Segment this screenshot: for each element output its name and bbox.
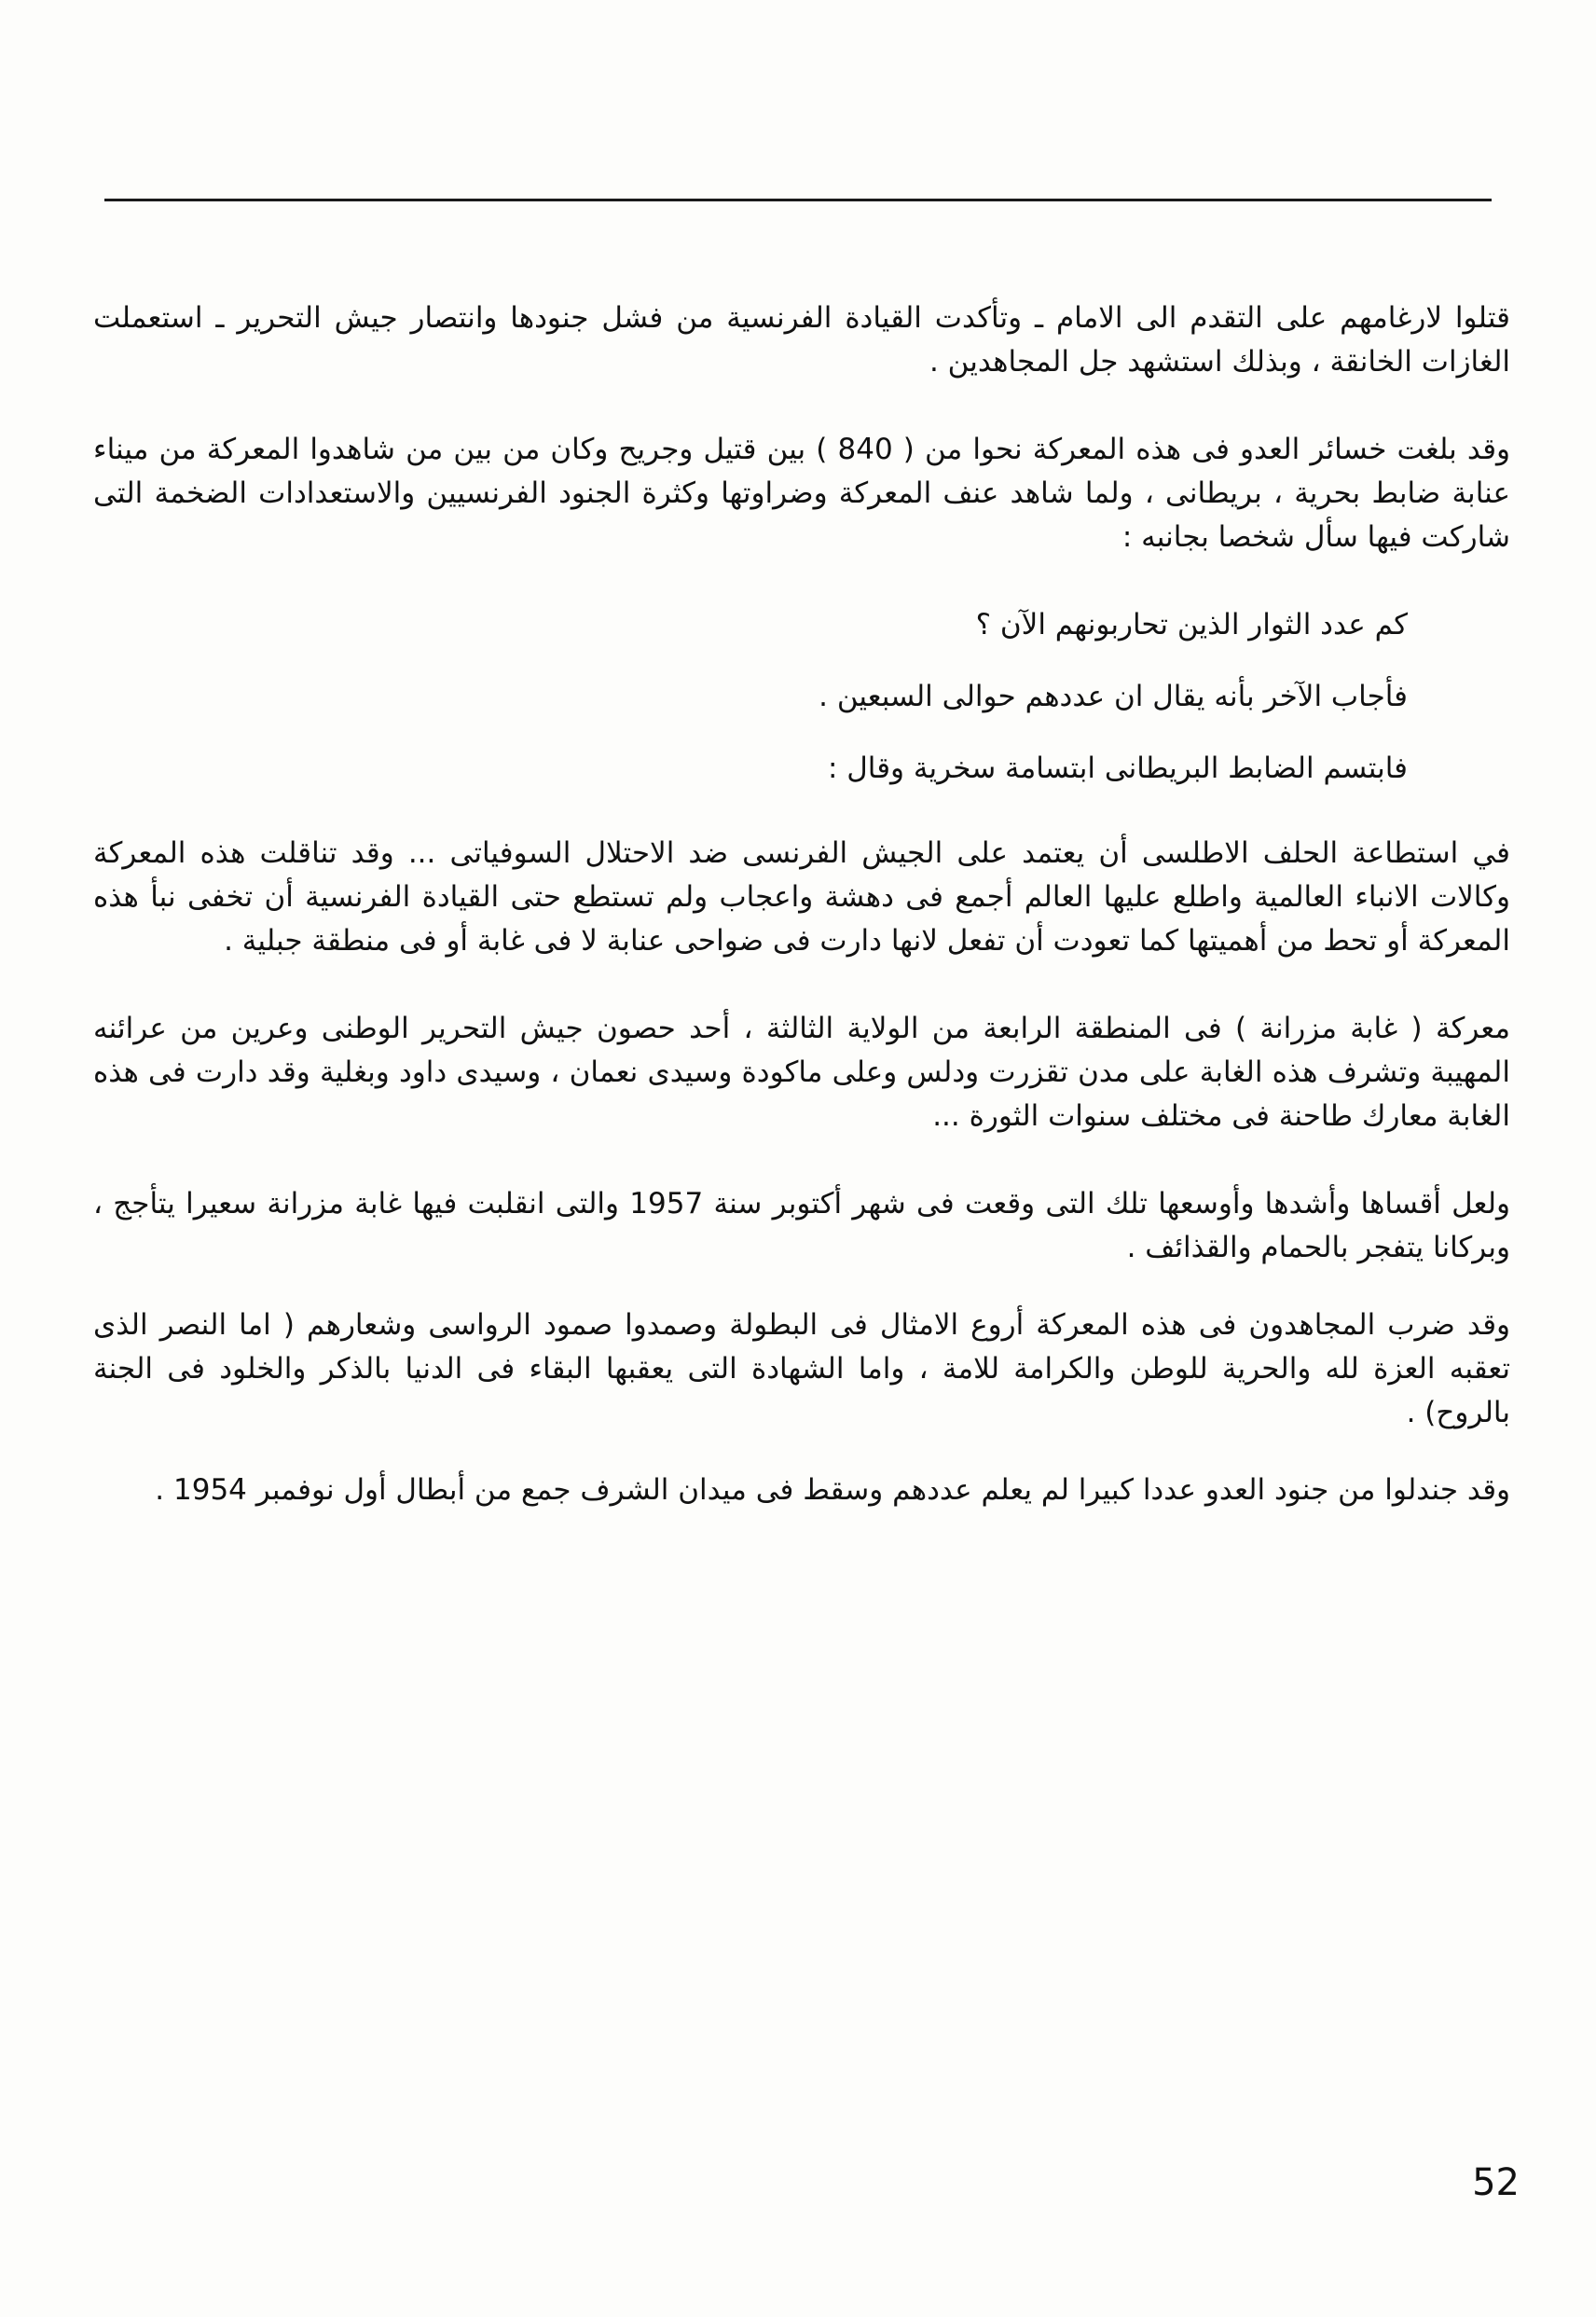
paragraph: وقد بلغت خسائر العدو فى هذه المعركة نحوا من ( 840 ) بين قتيل وجريح وكان من بين من شاهدوا المعركة من ميناء عنابة ضابط بحرية ، بريطانى ، ولما شاهد عنف المعركة وضراوتها وكثرة الجنود الفرنسيين والاستعدادات الضخمة التى شاركت فيها سأل شخصا بجانبه : bbox=[93, 433, 1510, 554]
body-text bbox=[93, 297, 1510, 1556]
paragraph: في استطاعة الحلف الاطلسى أن يعتمد على الجيش الفرنسى ضد الاحتلال السوفياتى ... وقد تناقلت هذه المعركة وكالات الانباء العالمية واطلع عليها العالم أجمع فى دهشة واعجاب ولم تستطع حتى القيادة الفرنسية أن تخفى نبأ هذه المعركة أو تحط من أهميتها كما تعودت أن تفعل لانها دارت فى ضواحى عنابة لا فى غابة أو فى منطقة جبلية . bbox=[93, 836, 1510, 958]
dialogue-line: فأجاب الآخر بأنه يقال ان عددهم حوالى السبعين . bbox=[819, 680, 1408, 713]
page-number: 52 bbox=[1472, 2161, 1520, 2204]
paragraph: قتلوا لارغامهم على التقدم الى الامام ـ وتأكدت القيادة الفرنسية من فشل جنودها وانتصار جيش التحرير ـ استعملت الغازات الخانقة ، وبذلك استشهد جل المجاهدين . bbox=[93, 301, 1510, 379]
paragraph: معركة ( غابة مزرانة ) فى المنطقة الرابعة من الولاية الثالثة ، أحد حصون جيش التحرير الوطنى وعرين من عرائنه المهيبة وتشرف هذه الغابة على مدن تقزرت ودلس وعلى ماكودة وسيدى نعمان ، وسيدى داود وبغلية وقد دارت فى هذه الغابة معارك طاحنة فى مختلف سنوات الثورة ... bbox=[93, 1012, 1510, 1133]
paragraph: ولعل أقساها وأشدها وأوسعها تلك التى وقعت فى شهر أكتوبر سنة 1957 والتى انقلبت فيها غابة مزرانة سعيرا يتأجج ، وبركانا يتفجر بالحمام والقذائف . bbox=[93, 1187, 1510, 1264]
paragraph: وقد جندلوا من جنود العدو عددا كبيرا لم يعلم عددهم وسقط فى ميدان الشرف جمع من أبطال أول نوفمبر 1954 . bbox=[155, 1473, 1510, 1507]
header-rule bbox=[104, 199, 1492, 201]
paragraph: وقد ضرب المجاهدون فى هذه المعركة أروع الامثال فى البطولة وصمدوا صمود الرواسى وشعارهم ( اما النصر الذى تعقبه العزة لله والحرية للوطن والكرامة للامة ، واما الشهادة التى يعقبها البقاء فى الدنيا بالذكر والخلود فى الجنة بالروح) . bbox=[93, 1308, 1510, 1429]
dialogue-line: كم عدد الثوار الذين تحاربونهم الآن ؟ bbox=[975, 608, 1408, 641]
dialogue-line: فابتسم الضابط البريطانى ابتسامة سخرية وقال : bbox=[827, 752, 1408, 785]
